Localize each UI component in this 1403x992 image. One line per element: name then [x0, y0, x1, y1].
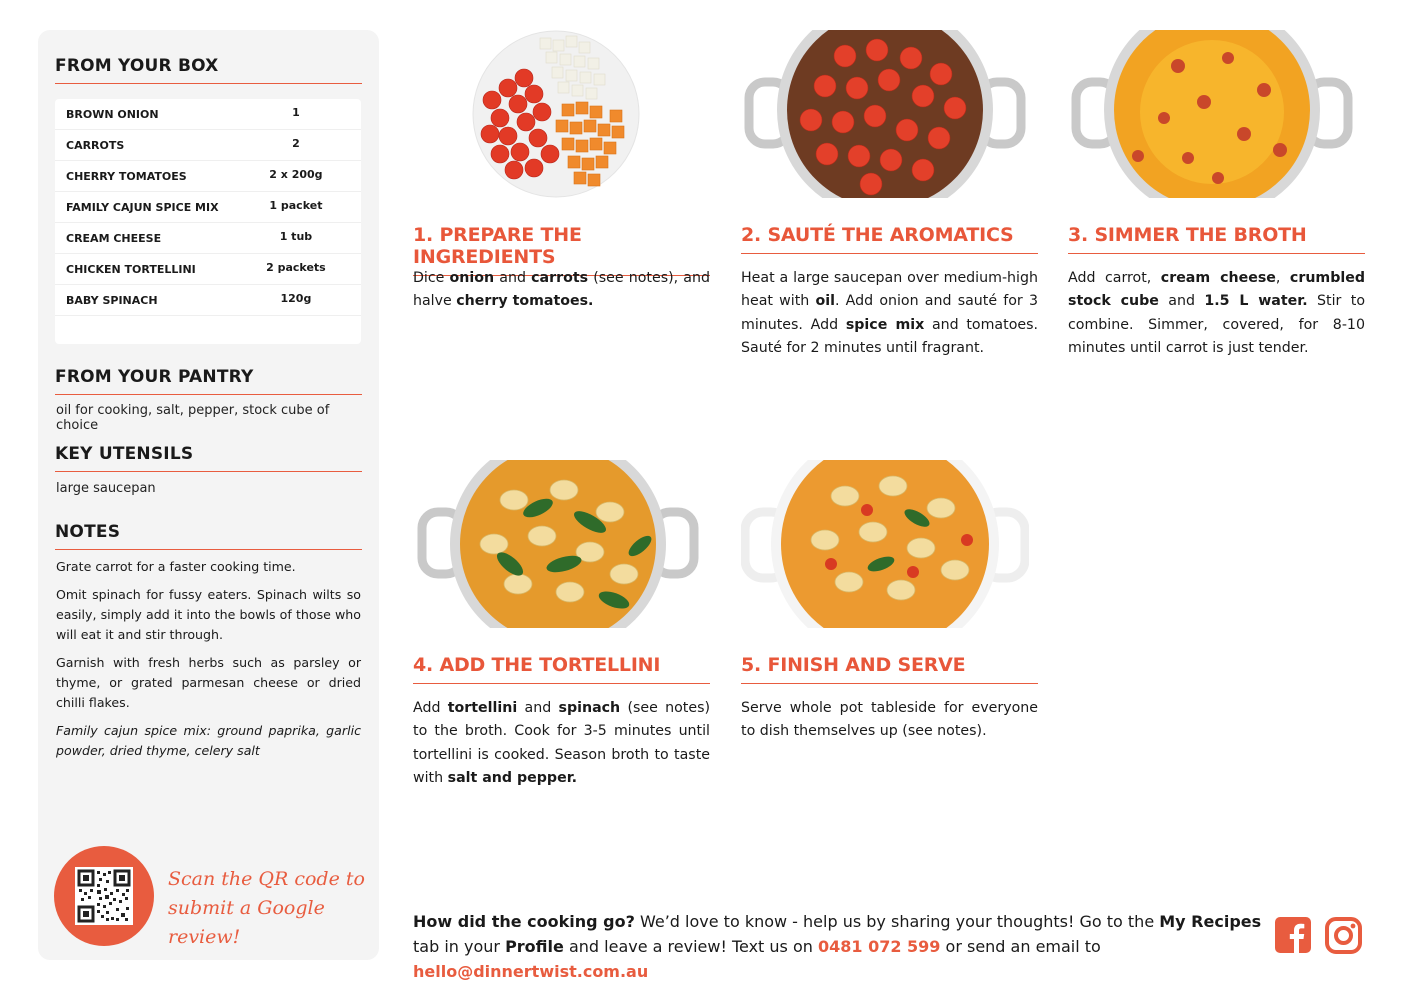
step3-photo [1068, 30, 1356, 198]
emphasis-text: oil [815, 293, 835, 310]
table-row [55, 99, 361, 130]
emphasis-text: carrots [531, 270, 589, 286]
sidebar [38, 30, 379, 960]
emphasis-text: spice mix [845, 316, 925, 333]
emphasis-text: 1.5 L water. [1204, 293, 1308, 310]
instagram-icon[interactable] [1325, 917, 1363, 955]
text-segment: and [494, 270, 532, 286]
step4-body [413, 697, 710, 791]
step5-title: 5. FINISH AND SERVE [741, 654, 1038, 684]
ingredient-qty: 1 packet [269, 198, 323, 212]
from-your-pantry-heading: FROM YOUR PANTRY [55, 367, 362, 395]
ingredient-name: BABY SPINACH [66, 293, 158, 307]
ingredient-name: CHERRY TOMATOES [66, 169, 187, 183]
text-segment: Add carrot, [1068, 270, 1161, 286]
step2-title: 2. SAUTÉ THE AROMATICS [741, 224, 1038, 254]
emphasis-text: My Recipes [1159, 912, 1262, 931]
step1-body [413, 267, 710, 314]
table-row [55, 285, 361, 316]
step5-photo [741, 460, 1029, 628]
step3-body [1068, 267, 1365, 361]
pantry-text: oil for cooking, salt, pepper, stock cube of choice [56, 403, 330, 433]
emphasis-text: How did the cooking go? [413, 912, 635, 931]
box-ingredients-table [55, 99, 361, 344]
note-item: Garnish with fresh herbs such as parsley or thyme, or grated parmesan cheese or dried chilli flakes. [56, 655, 361, 710]
text-segment: Heat a large saucepan over medium-high heat with [741, 270, 1038, 310]
feedback-footer [413, 909, 1263, 984]
ingredient-qty: 1 [292, 105, 300, 119]
table-row [55, 223, 361, 254]
note-item: Grate carrot for a faster cooking time. [56, 559, 296, 574]
note-item: Omit spinach for fussy eaters. Spinach wilts so easily, simply add it into the bowls of those who will eat it and stir through. [56, 587, 361, 642]
emphasis-text: onion [449, 270, 495, 286]
text-segment: (see notes) to the broth. Cook for 3-5 minutes until tortellini is cooked. Season broth to taste with [413, 700, 710, 787]
key-utensils-heading: KEY UTENSILS [55, 444, 362, 472]
from-your-box-heading: FROM YOUR BOX [55, 56, 362, 84]
emphasis-text: salt and pepper. [447, 770, 578, 787]
qr-code-icon [75, 867, 133, 925]
step4-photo [414, 460, 702, 628]
step5-body [741, 697, 1038, 744]
ingredient-qty: 2 packets [266, 260, 326, 274]
step2-body [741, 267, 1038, 361]
ingredient-name: BROWN ONION [66, 107, 159, 121]
text-segment: Serve whole pot tableside for everyone to dish themselves up (see notes). [741, 700, 1038, 740]
ingredient-name: CARROTS [66, 138, 125, 152]
emphasis-text: crumbled stock cube [1068, 270, 1365, 310]
ingredient-qty: 2 x 200g [269, 167, 323, 181]
text-segment: and [1158, 293, 1205, 310]
qr-caption [168, 865, 368, 952]
text-segment: and [517, 700, 559, 716]
table-row [55, 161, 361, 192]
emphasis-text: Profile [505, 937, 564, 956]
contact-link[interactable]: hello@dinnertwist.com.au [413, 962, 649, 981]
text-segment: Add [413, 700, 448, 716]
ingredient-qty: 2 [292, 136, 300, 150]
emphasis-text: cream cheese [1160, 270, 1276, 286]
qr-caption-line: submit a Google review! [168, 897, 325, 948]
facebook-icon[interactable] [1275, 917, 1313, 955]
contact-link[interactable]: 0481 072 599 [817, 937, 941, 956]
table-row [55, 192, 361, 223]
step1-title: 1. PREPARE THE INGREDIENTS [413, 224, 710, 276]
qr-badge [54, 846, 154, 946]
text-segment: Dice [413, 270, 450, 286]
table-row [55, 254, 361, 285]
text-segment: , [1275, 270, 1290, 286]
qr-caption-line: Scan the QR code to [168, 868, 365, 890]
ingredient-name: FAMILY CAJUN SPICE MIX [66, 200, 219, 214]
text-segment: . Add onion and sauté for 3 minutes. Add [741, 293, 1038, 333]
emphasis-text: spinach [558, 700, 621, 716]
ingredient-name: CREAM CHEESE [66, 231, 162, 245]
text-segment: or send an email to [940, 937, 1101, 956]
notes-list [56, 557, 361, 769]
note-item: Family cajun spice mix: ground paprika, garlic powder, dried thyme, celery salt [56, 723, 361, 758]
step2-photo [741, 30, 1029, 198]
text-segment: and leave a review! Text us on [563, 937, 818, 956]
emphasis-text: cherry tomatoes. [456, 293, 594, 310]
text-segment: (see notes), and halve [413, 270, 710, 310]
text-segment: Stir to combine. Simmer, covered, for 8-10 minutes until carrot is just tender. [1068, 293, 1365, 357]
ingredient-qty: 1 tub [279, 229, 313, 243]
ingredient-name: CHICKEN TORTELLINI [66, 262, 196, 276]
qr-code[interactable] [75, 867, 133, 925]
text-segment: We’d love to know - help us by sharing your thoughts! Go to the [634, 912, 1160, 931]
table-row [55, 130, 361, 161]
text-segment: and tomatoes. Sauté for 2 minutes until fragrant. [741, 316, 1039, 357]
step1-photo [470, 30, 642, 198]
step3-title: 3. SIMMER THE BROTH [1068, 224, 1365, 254]
ingredient-qty: 120g [280, 291, 312, 305]
text-segment: tab in your [413, 937, 506, 956]
emphasis-text: tortellini [447, 700, 518, 716]
utensils-text: large saucepan [56, 481, 156, 496]
notes-heading: NOTES [55, 522, 362, 550]
step4-title: 4. ADD THE TORTELLINI [413, 654, 710, 684]
